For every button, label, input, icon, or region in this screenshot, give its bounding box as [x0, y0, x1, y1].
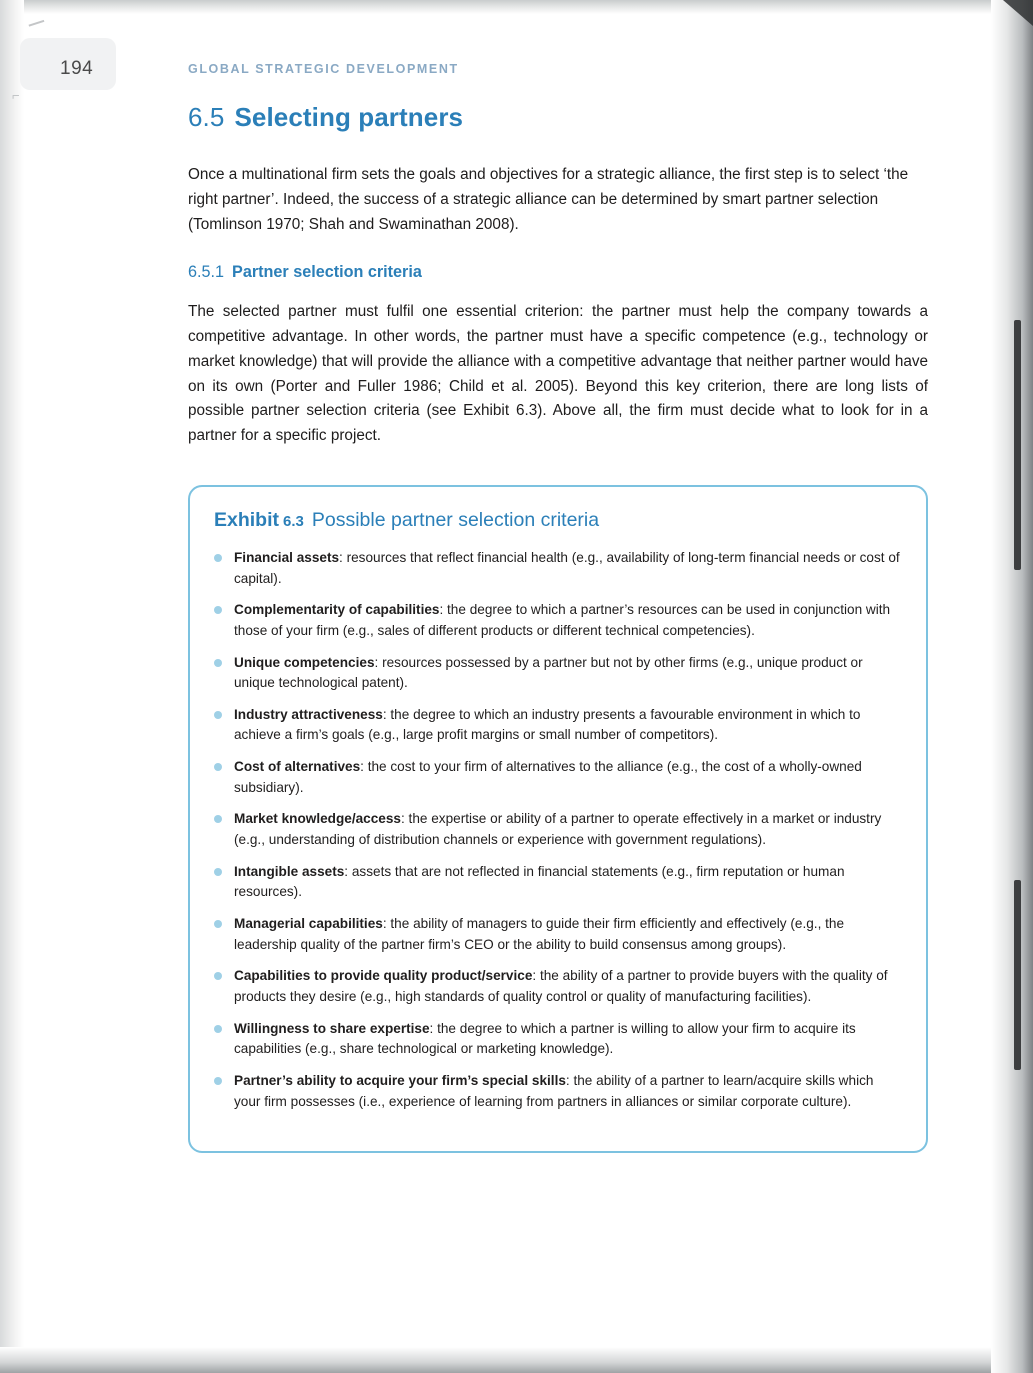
page-gutter-shadow	[991, 0, 1033, 1373]
bullet-icon	[214, 711, 222, 719]
page-bottom-shadow	[0, 1347, 1033, 1373]
criterion-term: Partner’s ability to acquire your firm’s special skills	[234, 1073, 566, 1089]
running-head: GLOBAL STRATEGIC DEVELOPMENT	[188, 62, 459, 76]
exhibit-title-text: Possible partner selection criteria	[311, 508, 600, 531]
list-item	[212, 966, 900, 1007]
list-item	[212, 653, 900, 694]
criterion-description: : the cost to your firm of alternatives to the alliance (e.g., the cost of a wholly-owned subsidiary).	[234, 759, 862, 795]
page-top-shadow	[0, 0, 1033, 14]
criterion-term: Unique competencies	[234, 654, 375, 670]
bullet-icon	[214, 763, 222, 771]
criterion-term: Cost of alternatives	[234, 759, 361, 775]
list-item	[212, 548, 900, 589]
section-number: 6.5	[188, 102, 225, 132]
binding-mark-lower	[1014, 880, 1021, 1070]
criterion-term: Financial assets	[234, 549, 340, 565]
list-item	[212, 1071, 900, 1112]
subsection-title-text: Partner selection criteria	[232, 263, 422, 282]
page-title	[188, 102, 928, 133]
list-item	[212, 809, 900, 850]
criterion-description: : the expertise or ability of a partner to operate effectively in a market or industry (e.g., understanding of distribution channels or experience with government regulations).	[234, 811, 882, 848]
page-number: 194	[60, 58, 94, 79]
criterion-description: : the degree to which a partner is willing to allow your firm to acquire its capabilities (e.g., share technological or marketing knowledge).	[234, 1020, 856, 1057]
intro-paragraph: Once a multinational firm sets the goals and objectives for a strategic alliance, the first step is to select ‘the right partner’. Indeed, the success of a strategic alliance can be determined by smart partner selection (Tomlinson 1970; Shah and Swaminathan 2008).	[188, 166, 909, 233]
bullet-icon	[214, 1077, 222, 1085]
criterion-term: Capabilities to provide quality product/service	[234, 968, 533, 984]
bullet-icon	[214, 972, 222, 980]
criterion-description: : the degree to which a partner’s resources can be used in conjunction with those of your firm (e.g., sales of different products or different technical competencies).	[234, 602, 891, 638]
bullet-icon	[214, 606, 222, 614]
bullet-icon	[214, 815, 222, 823]
exhibit-title	[214, 509, 900, 532]
criterion-description: : the ability of a partner to learn/acquire skills which your firm possesses (i.e., experience of learning from partners in alliances or similar corporate culture).	[234, 1073, 874, 1109]
list-item	[212, 914, 900, 955]
bullet-icon	[214, 920, 222, 928]
list-item	[212, 705, 900, 746]
exhibit-label: Exhibit	[214, 508, 280, 531]
bullet-icon	[214, 1025, 222, 1033]
criterion-term: Complementarity of capabilities	[234, 602, 440, 618]
criterion-term: Industry attractiveness	[234, 706, 383, 722]
criterion-term: Managerial capabilities	[234, 916, 383, 932]
list-item	[212, 862, 900, 903]
criterion-description: : the degree to which an industry presents a favourable environment in which to achieve a firm’s goals (e.g., large profit margins or small number of competitors).	[234, 706, 861, 743]
list-item	[212, 757, 900, 798]
exhibit-box	[188, 485, 928, 1153]
list-item	[212, 1019, 900, 1060]
criterion-description: : the ability of managers to guide their firm efficiently and effectively (e.g., the leadership quality of the partner firm’s CEO or the ability to build consensus among groups).	[234, 916, 845, 952]
bullet-icon	[214, 554, 222, 562]
criterion-term: Market knowledge/access	[234, 811, 401, 827]
criterion-term: Intangible assets	[234, 863, 345, 879]
subsection-number: 6.5.1	[188, 263, 225, 282]
binding-mark-upper	[1014, 320, 1021, 570]
page-content	[188, 62, 928, 1153]
scan-artifact-mark	[29, 20, 48, 36]
criterion-description: : resources possessed by a partner but not by other firms (e.g., unique product or unique technological patent).	[234, 654, 863, 691]
bullet-icon	[214, 868, 222, 876]
section-title-text: Selecting partners	[234, 102, 464, 132]
subsection-heading	[188, 263, 928, 282]
criterion-description: : assets that are not reflected in financial statements (e.g., firm reputation or human resources).	[234, 863, 845, 900]
criterion-description: : the ability of a partner to provide buyers with the quality of products they desire (e.g., high standards of quality control or quality of manufacturing facilities).	[234, 968, 888, 1005]
list-item	[212, 600, 900, 641]
page-corner-fold	[1003, 0, 1033, 26]
bullet-icon	[214, 659, 222, 667]
scan-artifact-glyph: ⌐	[12, 88, 20, 103]
criterion-description: : resources that reflect financial health (e.g., availability of long-term financial needs or cost of capital).	[234, 549, 900, 586]
criterion-term: Willingness to share expertise	[234, 1020, 430, 1036]
exhibit-number: 6.3	[283, 512, 304, 530]
criteria-list	[212, 548, 900, 1112]
page-left-shadow	[0, 0, 24, 1373]
subsection-paragraph: The selected partner must fulfil one essential criterion: the partner must help the company towards a competitive advantage. In other words, the partner must have a specific competence (e.g., technology or market knowledge) that will provide the alliance with a competitive advantage that neither partner would have on its own (Porter and Fuller 1986; Child et al. 2005). Beyond this key criterion, there are long lists of possible partner selection criteria (see Exhibit 6.3). Above all, the firm must decide what to look for in a partner for a specific project.	[188, 303, 928, 445]
